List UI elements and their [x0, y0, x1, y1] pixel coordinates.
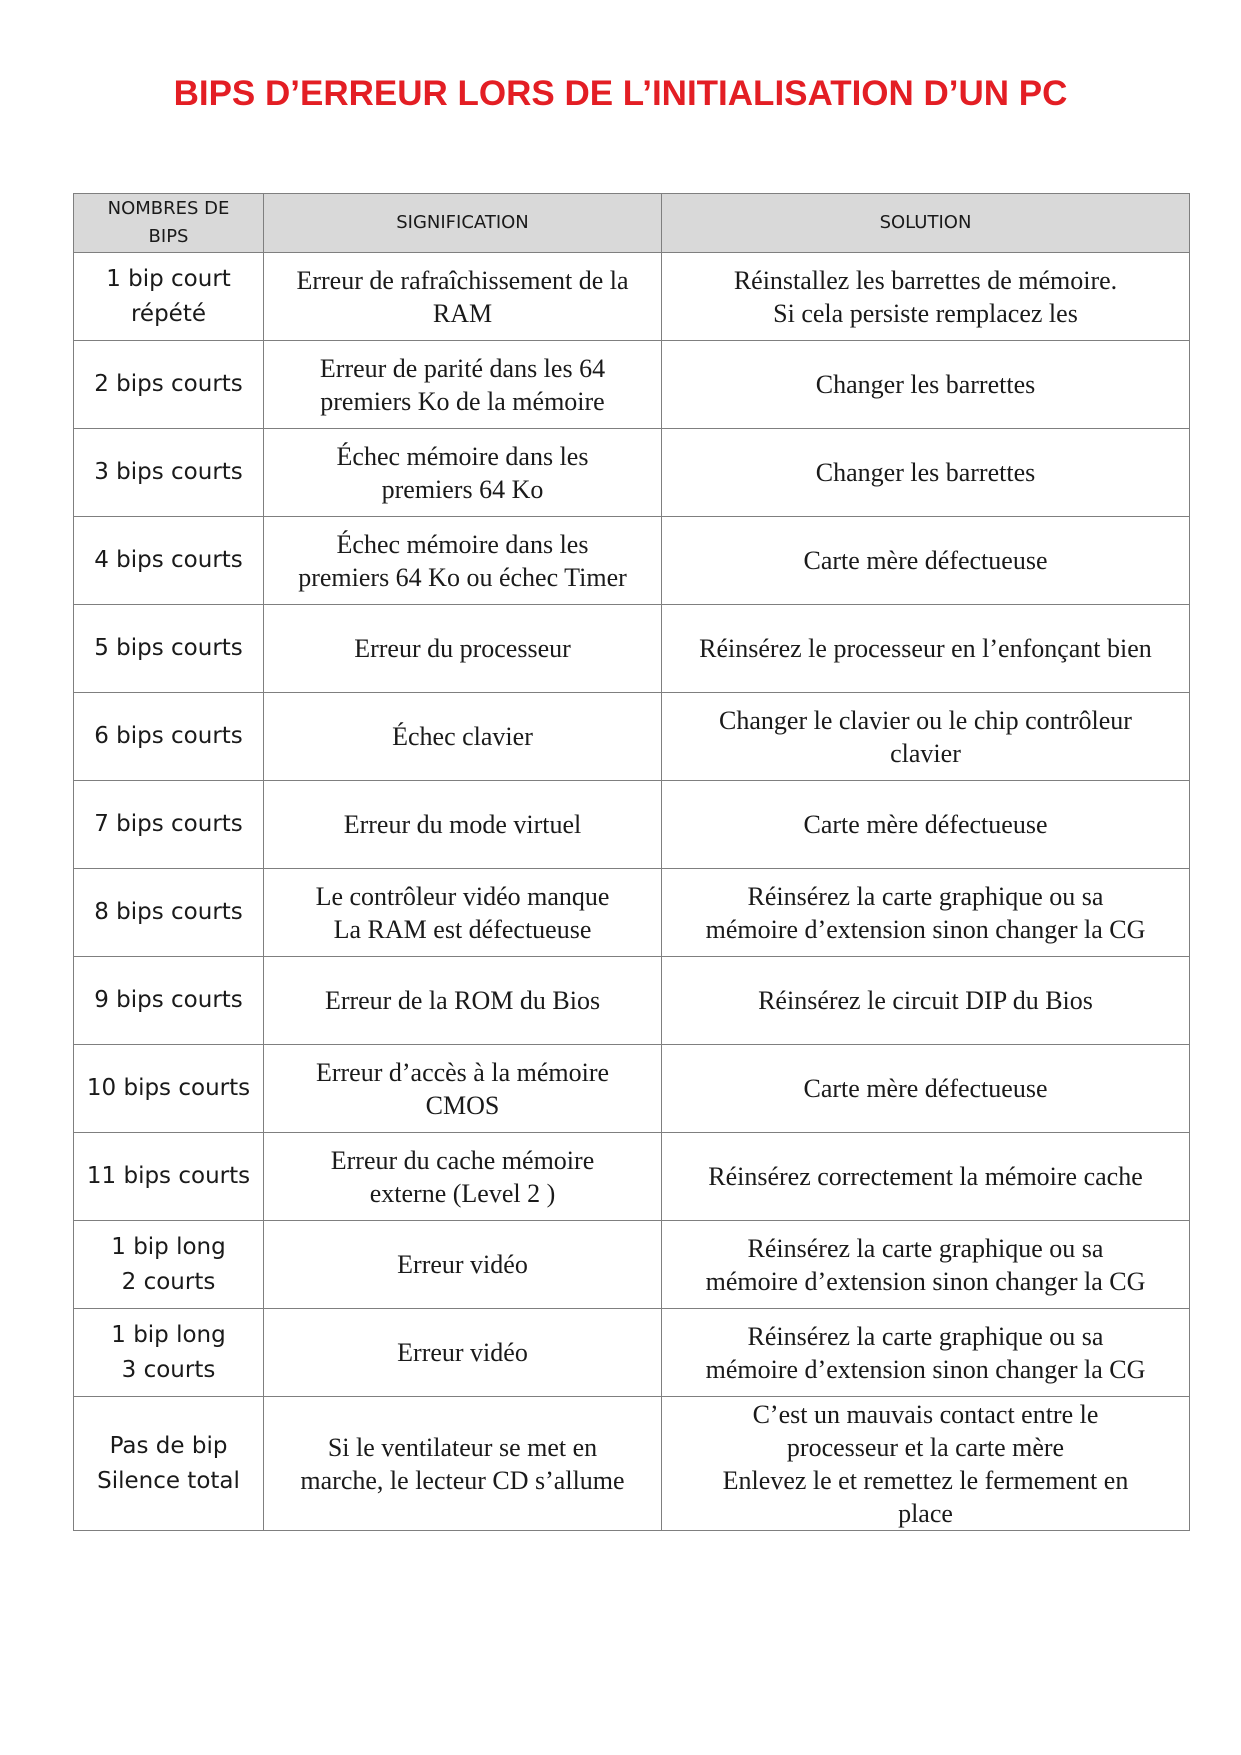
beep-count-cell: 5 bips courts [74, 605, 264, 693]
table-row [74, 341, 1190, 429]
beep-error-table [73, 193, 1190, 1531]
meaning-cell: Erreur du mode virtuel [264, 781, 662, 869]
beep-count-cell: 11 bips courts [74, 1133, 264, 1221]
meaning-cell: Erreur du processeur [264, 605, 662, 693]
solution-cell: Changer les barrettes [662, 429, 1190, 517]
solution-cell: C’est un mauvais contact entre le processeur et la carte mère Enlevez le et remettez le fermement en place [662, 1397, 1190, 1531]
solution-cell: Réinsérez correctement la mémoire cache [662, 1133, 1190, 1221]
beep-count-cell: 8 bips courts [74, 869, 264, 957]
meaning-cell: Si le ventilateur se met en marche, le lecteur CD s’allume [264, 1397, 662, 1531]
beep-count-cell: 10 bips courts [74, 1045, 264, 1133]
meaning-cell: Erreur du cache mémoire externe (Level 2 ) [264, 1133, 662, 1221]
table-row [74, 781, 1190, 869]
meaning-cell: Erreur de rafraîchissement de la RAM [264, 253, 662, 341]
beep-count-cell: 4 bips courts [74, 517, 264, 605]
meaning-cell: Erreur de la ROM du Bios [264, 957, 662, 1045]
beep-count-cell: 7 bips courts [74, 781, 264, 869]
solution-cell: Réinsérez la carte graphique ou sa mémoire d’extension sinon changer la CG [662, 869, 1190, 957]
header-beep-count: NOMBRES DE BIPS [74, 194, 264, 253]
table-row [74, 1221, 1190, 1309]
table-row [74, 517, 1190, 605]
beep-count-cell: 3 bips courts [74, 429, 264, 517]
table-row [74, 429, 1190, 517]
beep-count-cell: 1 bip long 2 courts [74, 1221, 264, 1309]
beep-count-cell: 1 bip long 3 courts [74, 1309, 264, 1397]
meaning-cell: Échec mémoire dans les premiers 64 Ko [264, 429, 662, 517]
meaning-cell: Échec mémoire dans les premiers 64 Ko ou échec Timer [264, 517, 662, 605]
beep-count-cell: 6 bips courts [74, 693, 264, 781]
solution-cell: Réinstallez les barrettes de mémoire. Si cela persiste remplacez les [662, 253, 1190, 341]
table-row [74, 605, 1190, 693]
meaning-cell: Erreur de parité dans les 64 premiers Ko de la mémoire [264, 341, 662, 429]
solution-cell: Réinsérez la carte graphique ou sa mémoire d’extension sinon changer la CG [662, 1221, 1190, 1309]
table-row [74, 869, 1190, 957]
beep-count-cell: Pas de bip Silence total [74, 1397, 264, 1531]
header-solution: SOLUTION [662, 194, 1190, 253]
table-row [74, 1045, 1190, 1133]
meaning-cell: Erreur vidéo [264, 1309, 662, 1397]
solution-cell: Carte mère défectueuse [662, 1045, 1190, 1133]
beep-count-cell: 1 bip court répété [74, 253, 264, 341]
table-header-row [74, 194, 1190, 253]
header-meaning: SIGNIFICATION [264, 194, 662, 253]
table-row [74, 1309, 1190, 1397]
solution-cell: Carte mère défectueuse [662, 781, 1190, 869]
meaning-cell: Échec clavier [264, 693, 662, 781]
solution-cell: Carte mère défectueuse [662, 517, 1190, 605]
meaning-cell: Erreur d’accès à la mémoire CMOS [264, 1045, 662, 1133]
table-row [74, 693, 1190, 781]
beep-count-cell: 9 bips courts [74, 957, 264, 1045]
meaning-cell: Le contrôleur vidéo manque La RAM est défectueuse [264, 869, 662, 957]
table-row [74, 253, 1190, 341]
solution-cell: Réinsérez le circuit DIP du Bios [662, 957, 1190, 1045]
solution-cell: Réinsérez la carte graphique ou sa mémoire d’extension sinon changer la CG [662, 1309, 1190, 1397]
page-title: BIPS D’ERREUR LORS DE L’INITIALISATION D’UN PC [173, 74, 1068, 113]
table-row [74, 1133, 1190, 1221]
solution-cell: Changer les barrettes [662, 341, 1190, 429]
table-row [74, 957, 1190, 1045]
table-row [74, 1397, 1190, 1531]
solution-cell: Changer le clavier ou le chip contrôleur clavier [662, 693, 1190, 781]
meaning-cell: Erreur vidéo [264, 1221, 662, 1309]
beep-count-cell: 2 bips courts [74, 341, 264, 429]
solution-cell: Réinsérez le processeur en l’enfonçant bien [662, 605, 1190, 693]
